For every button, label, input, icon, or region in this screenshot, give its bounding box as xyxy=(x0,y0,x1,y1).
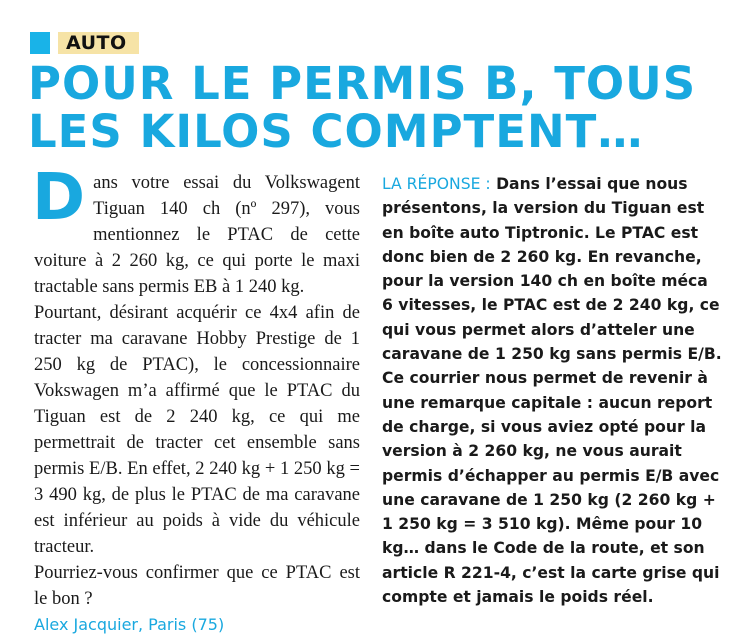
answer-text: Dans l’essai que nous présentons, la version du Tiguan est en boîte auto Tiptronic. Le PTAC est donc bien de 2 260 kg. En revanche, pour la version 140 ch en boîte méca 6 vitesses, le PTAC est de 2 240 kg, ce qui vous permet alors d’atteler une caravane de 1 250 kg sans permis E/B. Ce courrier nous permet de revenir à une remarque capitale : aucun report de charge, si vous aviez opté pour la version à 2 260 kg, ne vous aurait permis d’échapper au permis E/B avec une caravane de 1 250 kg (2 260 kg + 1 250 kg = 3 510 kg). Même pour 10 kg… dans le Code de la route, et son article R 221-4, c’est la carte grise qui compte et jamais le poids réel. xyxy=(382,175,722,607)
drop-cap: D xyxy=(32,161,86,235)
headline-line-2: LES KILOS COMPTENT… xyxy=(28,105,644,158)
editorial-answer xyxy=(382,172,722,609)
section-rubric xyxy=(30,30,139,56)
letter-signature: Alex Jacquier, Paris (75) xyxy=(34,615,225,634)
letter-paragraph-3: Pourriez-vous confirmer que ce PTAC est le bon ? xyxy=(34,563,360,609)
headline-line-1: POUR LE PERMIS B, TOUS xyxy=(28,57,697,110)
answer-label: LA RÉPONSE : xyxy=(382,175,491,193)
letter-body xyxy=(32,161,360,612)
letter-paragraph-1-text: ans votre essai du Volkswagent Tiguan 140 ch (nº 297), vous mentionnez le PTAC de cette voiture à 2 260 kg, ce qui porte le maxi tractable sans permis EB à 1 240 kg. xyxy=(34,173,360,297)
letter-paragraph-1 xyxy=(32,161,360,300)
reader-letter xyxy=(32,161,360,636)
rubric-label: AUTO xyxy=(58,32,139,54)
letter-paragraph-2: Pourtant, désirant acquérir ce 4x4 afin de tracter ma caravane Hobby Prestige de 1 250 kg de PTAC), le concessionnaire Vokswagen m’a affirmé que le PTAC du Tiguan est de 2 240 kg, ce qui me permettrait de tracter cet ensemble sans permis E/B. En effet, 2 240 kg + 1 250 kg = 3 490 kg, de plus le PTAC de ma caravane est inférieur au poids à vide du véhicule tracteur. xyxy=(34,303,360,557)
rubric-square-icon xyxy=(30,32,50,54)
article-headline xyxy=(28,57,728,158)
